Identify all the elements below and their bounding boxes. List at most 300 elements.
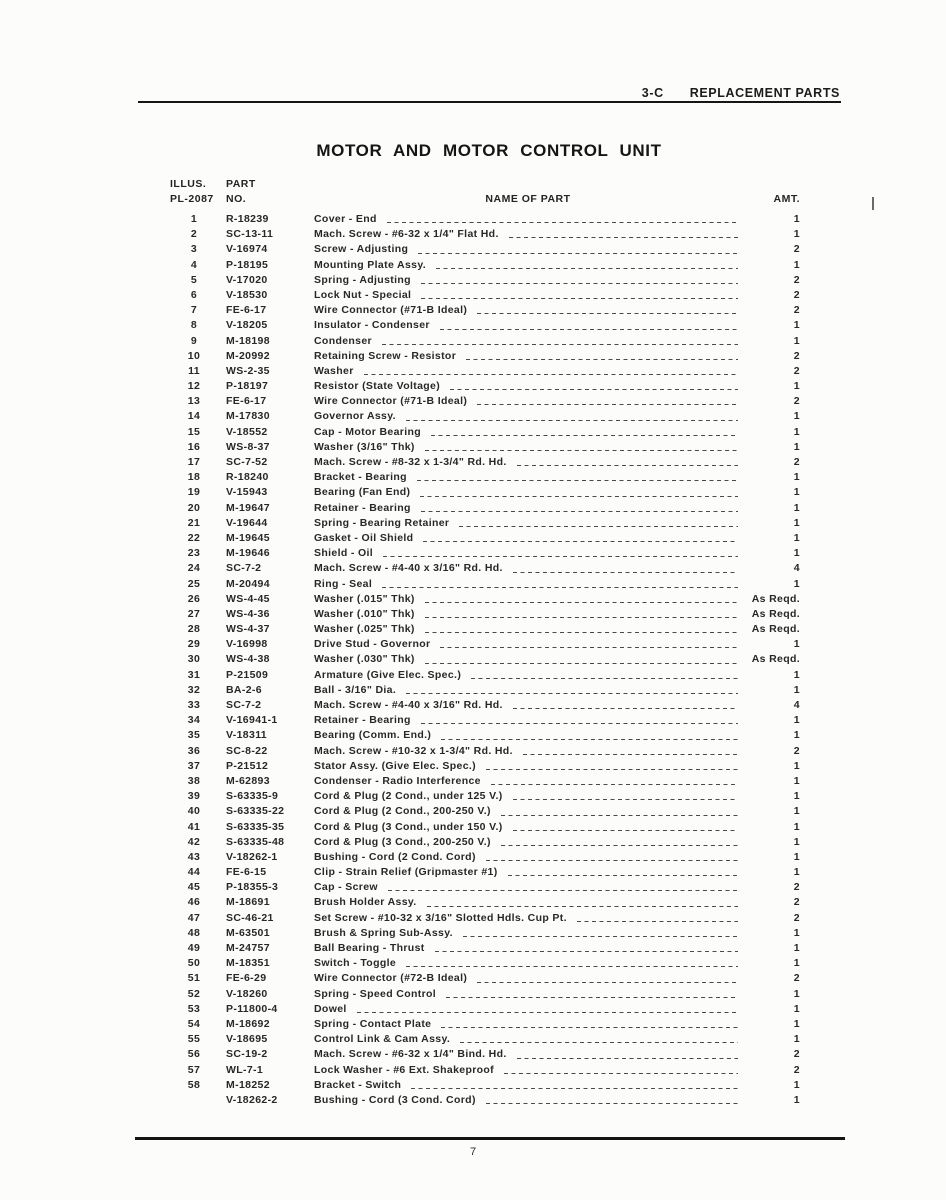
part-no-cell: SC-13-11 [226,228,274,241]
part-no-cell: WS-4-45 [226,592,270,605]
amt-cell: 1 [793,1002,800,1015]
illus-cell: 21 [187,516,201,529]
amt-cell: 1 [793,987,800,1000]
amt-cell: 1 [793,820,800,833]
part-name-cell: Clip - Strain Relief (Gripmaster #1) [314,866,498,879]
illus-cell: 8 [190,319,198,332]
part-name-cell: Mounting Plate Assy. [314,258,427,271]
illus-cell: 53 [187,1002,201,1015]
table-row [170,607,800,622]
dotted-leader [388,890,738,891]
table-row [170,334,800,349]
part-no-cell: P-18355-3 [226,881,279,894]
part-no-cell: WS-4-37 [226,623,270,636]
illus-cell: 36 [187,744,201,757]
part-name-cell: Washer (.025" Thk) [314,623,415,636]
table-row [170,956,800,971]
part-name-cell: Cord & Plug (3 Cond., 200-250 V.) [314,835,491,848]
illus-cell: 25 [187,577,201,590]
amt-cell: 2 [793,896,800,909]
illus-cell: 48 [187,926,201,939]
dotted-leader [431,435,738,436]
part-name-cell: Washer (.015" Thk) [314,592,415,605]
dotted-leader [436,268,738,269]
illus-cell: 56 [187,1048,201,1061]
dotted-leader [523,754,738,755]
table-row [170,409,800,424]
part-no-cell: V-16974 [226,243,268,256]
part-name-cell: Ring - Seal [314,577,373,590]
part-name-cell: Lock Washer - #6 Ext. Shakeproof [314,1063,495,1076]
part-name-cell: Wire Connector (#71-B Ideal) [314,395,468,408]
amt-cell: 1 [793,668,800,681]
part-no-cell: P-11800-4 [226,1002,278,1015]
dotted-leader [471,678,738,679]
part-name-cell: Spring - Speed Control [314,987,437,1000]
illus-cell: 17 [187,456,201,468]
part-name-cell: Washer (.030" Thk) [314,653,415,666]
part-no-cell: R-18239 [226,213,269,225]
dotted-leader [513,708,738,709]
dotted-leader [421,283,738,284]
part-no-cell: M-19645 [226,531,270,544]
illus-cell: 4 [190,258,198,271]
part-no-cell: P-21512 [226,759,269,772]
part-no-cell: V-19644 [226,516,268,529]
illus-cell: 18 [187,471,201,484]
part-no-cell: M-18692 [226,1017,270,1030]
illus-cell: 44 [187,866,201,879]
dotted-leader [450,389,738,390]
illus-cell: 33 [187,699,201,711]
part-no-cell: M-18198 [226,334,270,347]
part-no-cell: WL-7-1 [226,1063,264,1076]
illus-cell: 23 [187,547,201,560]
part-name-cell: Lock Nut - Special [314,288,412,301]
amt-cell: 2 [793,911,800,924]
part-name-cell: Washer (.010" Thk) [314,607,415,620]
part-name-cell: Spring - Contact Plate [314,1017,432,1030]
table-row [170,577,800,592]
table-row [170,713,800,728]
dotted-leader [421,511,738,512]
amt-cell: 1 [793,228,800,241]
illus-cell: 20 [187,501,201,514]
dotted-leader [440,647,738,648]
illus-cell: 52 [187,987,201,1000]
illus-subheader: PL-2087 [170,193,214,205]
part-no-cell: M-17830 [226,410,270,423]
part-name-cell: Washer (3/16" Thk) [314,440,415,453]
table-row [170,546,800,561]
part-no-cell: M-62893 [226,774,270,787]
table-row [170,1093,800,1108]
part-name-cell: Control Link & Cam Assy. [314,1033,451,1046]
part-no-cell: FE-6-17 [226,304,267,317]
part-no-cell: S-63335-22 [226,805,285,818]
table-column-headers [170,177,800,207]
dotted-leader [406,420,738,421]
part-name-cell: Bracket - Switch [314,1078,402,1091]
amt-cell: 1 [793,319,800,332]
illus-cell: 15 [187,425,201,438]
part-name-cell: Set Screw - #10-32 x 3/16" Slotted Hdls. Cup Pt. [314,911,567,924]
illus-cell: 30 [187,653,201,666]
dotted-leader [425,617,738,618]
part-name-cell: Brush & Spring Sub-Assy. [314,926,453,939]
amt-cell: 1 [793,1033,800,1046]
table-row [170,258,800,273]
amt-cell: As Reqd. [751,607,800,620]
table-row [170,668,800,683]
table-row [170,592,800,607]
amt-cell: 1 [793,410,800,423]
part-name-cell: Mach. Screw - #8-32 x 1-3/4" Rd. Hd. [314,456,507,468]
part-no-cell: S-63335-48 [226,835,285,848]
illus-cell: 47 [187,911,201,924]
illus-cell: 32 [187,683,201,696]
part-no-cell: FE-6-17 [226,395,267,408]
dotted-leader [477,313,738,314]
table-row [170,622,800,637]
illus-cell: 7 [190,304,198,317]
part-name-cell: Cord & Plug (3 Cond., under 150 V.) [314,820,503,833]
section-number: 3-C [641,86,664,100]
dotted-leader [440,329,738,330]
table-row [170,1002,800,1017]
illus-cell: 2 [190,228,198,241]
dotted-leader [425,663,738,664]
illus-cell: 13 [187,395,201,408]
amt-cell: 1 [793,531,800,544]
table-row [170,364,800,379]
part-name-cell: Condenser [314,334,372,347]
amt-cell: 1 [793,835,800,848]
table-row [170,1063,800,1078]
dotted-leader [364,374,738,375]
part-name-cell: Mach. Screw - #10-32 x 1-3/4" Rd. Hd. [314,744,513,757]
amt-cell: As Reqd. [751,653,800,666]
part-no-cell: V-18205 [226,319,268,332]
table-row [170,227,800,242]
dotted-leader [466,359,738,360]
table-row [170,911,800,926]
table-row [170,1017,800,1032]
table-row [170,531,800,546]
table-row [170,880,800,895]
table-row [170,212,800,227]
amt-cell: 2 [793,881,800,894]
dotted-leader [383,556,738,557]
illus-cell: 16 [187,440,201,453]
dotted-leader [420,496,738,497]
dotted-leader [423,541,738,542]
amt-cell: 2 [793,364,800,377]
amt-cell: 1 [793,258,800,271]
table-row [170,683,800,698]
dotted-leader [406,966,738,967]
part-name-cell: Armature (Give Elec. Spec.) [314,668,462,681]
dotted-leader [425,632,738,633]
illus-cell: 14 [187,410,201,423]
part-no-cell: S-63335-9 [226,790,279,803]
page-title: MOTOR AND MOTOR CONTROL UNIT [316,141,662,160]
dotted-leader [425,602,738,603]
table-row [170,288,800,303]
table-row [170,971,800,986]
section-header [138,86,840,100]
dotted-leader [441,739,738,740]
part-no-cell: FE-6-15 [226,866,267,879]
table-row [170,485,800,500]
illus-cell: 27 [187,607,201,620]
part-no-cell: BA-2-6 [226,683,262,696]
dotted-leader [463,936,738,937]
amt-cell: 1 [793,577,800,590]
part-name-cell: Cord & Plug (2 Cond., under 125 V.) [314,790,503,803]
dotted-leader [513,799,738,800]
part-name-cell: Bushing - Cord (2 Cond. Cord) [314,850,476,863]
amt-cell: 2 [793,273,800,286]
part-no-cell: M-18691 [226,896,270,909]
dotted-leader [486,1103,738,1104]
name-of-part-header: NAME OF PART [485,193,571,205]
amt-cell: 4 [793,562,800,575]
dotted-leader [577,921,738,922]
part-name-cell: Spring - Adjusting [314,273,411,286]
dotted-leader [411,1088,738,1089]
illus-cell: 26 [187,592,201,605]
amt-cell: As Reqd. [751,592,800,605]
amt-cell: 4 [793,699,800,711]
part-name-cell: Bearing (Fan End) [314,486,411,499]
amt-cell: 2 [793,744,800,757]
amt-cell: 1 [793,1093,800,1106]
illus-cell: 24 [187,562,201,575]
part-no-cell: M-19646 [226,547,270,560]
part-no-cell: P-18197 [226,380,269,393]
table-row [170,1032,800,1047]
part-no-cell: V-18262-2 [226,1093,278,1106]
part-no-cell: M-63501 [226,926,270,939]
part-name-cell: Bushing - Cord (3 Cond. Cord) [314,1093,476,1106]
dotted-leader [421,298,738,299]
amt-cell: 1 [793,942,800,954]
part-name-cell: Mach. Screw - #6-32 x 1/4" Bind. Hd. [314,1048,507,1061]
amt-cell: 1 [793,926,800,939]
amt-cell: 1 [793,759,800,772]
amt-cell: 2 [793,243,800,256]
amt-cell: 1 [793,440,800,453]
dotted-leader [513,572,738,573]
dotted-leader [418,253,738,254]
parts-table-body [170,212,800,1108]
amt-cell: 1 [793,213,800,225]
dotted-leader [517,465,738,466]
dotted-leader [486,860,738,861]
part-no-cell: R-18240 [226,471,269,484]
illus-cell: 22 [187,531,201,544]
amt-cell: 1 [793,380,800,393]
illus-cell: 55 [187,1033,201,1046]
table-row [170,561,800,576]
top-rule [138,101,841,103]
part-name-cell: Condenser - Radio Interference [314,774,481,787]
amt-cell: 2 [793,304,800,317]
table-row [170,652,800,667]
part-name-cell: Cap - Motor Bearing [314,425,421,438]
amt-cell: As Reqd. [751,623,800,636]
part-name-cell: Ball - 3/16" Dia. [314,683,397,696]
dotted-leader [387,222,738,223]
dotted-leader [425,450,738,451]
amt-cell: 1 [793,425,800,438]
part-no-cell: V-18260 [226,987,268,1000]
part-name-cell: Resistor (State Voltage) [314,380,441,393]
part-name-cell: Mach. Screw - #4-40 x 3/16" Rd. Hd. [314,699,503,711]
illus-cell: 58 [187,1078,201,1091]
amt-header: AMT. [773,193,800,205]
illus-header: ILLUS. [170,178,207,190]
scan-artifact-mark [872,197,874,210]
table-row [170,242,800,257]
table-row [170,759,800,774]
illus-cell [170,1093,218,1108]
amt-cell: 2 [793,349,800,362]
part-no-cell: V-18311 [226,729,267,742]
amt-cell: 1 [793,774,800,787]
amt-cell: 1 [793,638,800,651]
part-no-cell: S-63335-35 [226,820,285,833]
amt-cell: 1 [793,683,800,696]
part-name-cell: Screw - Adjusting [314,243,409,256]
amt-cell: 1 [793,866,800,879]
amt-cell: 2 [793,972,800,985]
part-no-cell: SC-8-22 [226,744,268,757]
part-no-cell: M-20494 [226,577,270,590]
table-row [170,744,800,759]
part-no-cell: V-15943 [226,486,268,499]
dotted-leader [504,1073,738,1074]
illus-cell: 54 [187,1017,201,1030]
amt-cell: 1 [793,1017,800,1030]
dotted-leader [501,845,738,846]
table-row [170,789,800,804]
illus-cell: 1 [190,213,198,225]
part-name-cell: Cap - Screw [314,881,378,894]
dotted-leader [460,1042,738,1043]
table-row [170,820,800,835]
dotted-leader [446,997,738,998]
part-no-cell: WS-2-35 [226,364,270,377]
amt-cell: 2 [793,1063,800,1076]
table-row [170,455,800,470]
illus-cell: 39 [187,790,201,803]
part-name-cell: Gasket - Oil Shield [314,531,414,544]
part-no-cell: SC-7-2 [226,562,262,575]
table-row [170,835,800,850]
table-row [170,850,800,865]
part-name-cell: Mach. Screw - #6-32 x 1/4" Flat Hd. [314,228,499,241]
illus-cell: 49 [187,942,201,954]
part-name-cell: Drive Stud - Governor [314,638,431,651]
table-row [170,804,800,819]
table-row [170,865,800,880]
part-no-cell: V-18530 [226,288,268,301]
table-row [170,987,800,1002]
illus-cell: 37 [187,759,201,772]
dotted-leader [417,480,738,481]
part-name-cell: Wire Connector (#72-B Ideal) [314,972,468,985]
part-name-cell: Dowel [314,1002,347,1015]
part-no-cell: P-21509 [226,668,269,681]
amt-cell: 1 [793,957,800,970]
illus-cell: 51 [187,972,201,985]
part-no-cell: M-18351 [226,957,270,970]
part-no-cell: M-18252 [226,1078,270,1091]
amt-cell: 1 [793,805,800,818]
part-no-cell: V-17020 [226,273,268,286]
part-no-cell: SC-7-2 [226,699,262,711]
part-name-cell: Stator Assy. (Give Elec. Spec.) [314,759,476,772]
table-row [170,440,800,455]
illus-cell: 29 [187,638,201,651]
table-row [170,394,800,409]
dotted-leader [459,526,738,527]
dotted-leader [441,1027,738,1028]
dotted-leader [513,830,738,831]
part-subheader: NO. [226,193,247,205]
illus-cell: 41 [187,820,201,833]
illus-cell: 38 [187,774,201,787]
amt-cell: 2 [793,288,800,301]
part-name-cell: Bracket - Bearing [314,471,407,484]
table-row [170,318,800,333]
part-name-cell: Retaining Screw - Resistor [314,349,457,362]
amt-cell: 1 [793,1078,800,1091]
part-name-cell: Retainer - Bearing [314,501,411,514]
page-number: 7 [469,1146,477,1158]
part-no-cell: WS-4-36 [226,607,270,620]
illus-cell: 50 [187,957,201,970]
dotted-leader [491,784,738,785]
part-no-cell: SC-46-21 [226,911,274,924]
amt-cell: 2 [793,456,800,468]
amt-cell: 1 [793,486,800,499]
dotted-leader [435,951,738,952]
amt-cell: 2 [793,395,800,408]
part-name-cell: Cord & Plug (2 Cond., 200-250 V.) [314,805,491,818]
column-header-line-1 [170,177,800,192]
table-row [170,895,800,910]
amt-cell: 2 [793,1048,800,1061]
illus-cell: 43 [187,850,201,863]
illus-cell: 40 [187,805,201,818]
table-row [170,379,800,394]
part-no-cell: WS-4-38 [226,653,270,666]
amt-cell: 1 [793,334,800,347]
amt-cell: 1 [793,729,800,742]
amt-cell: 1 [793,790,800,803]
illus-cell: 28 [187,623,201,636]
amt-cell: 1 [793,501,800,514]
illus-cell: 3 [190,243,198,256]
table-row [170,926,800,941]
part-name-cell: Wire Connector (#71-B Ideal) [314,304,468,317]
illus-cell: 34 [187,714,201,727]
part-name-cell: Switch - Toggle [314,957,397,970]
amt-cell: 1 [793,850,800,863]
